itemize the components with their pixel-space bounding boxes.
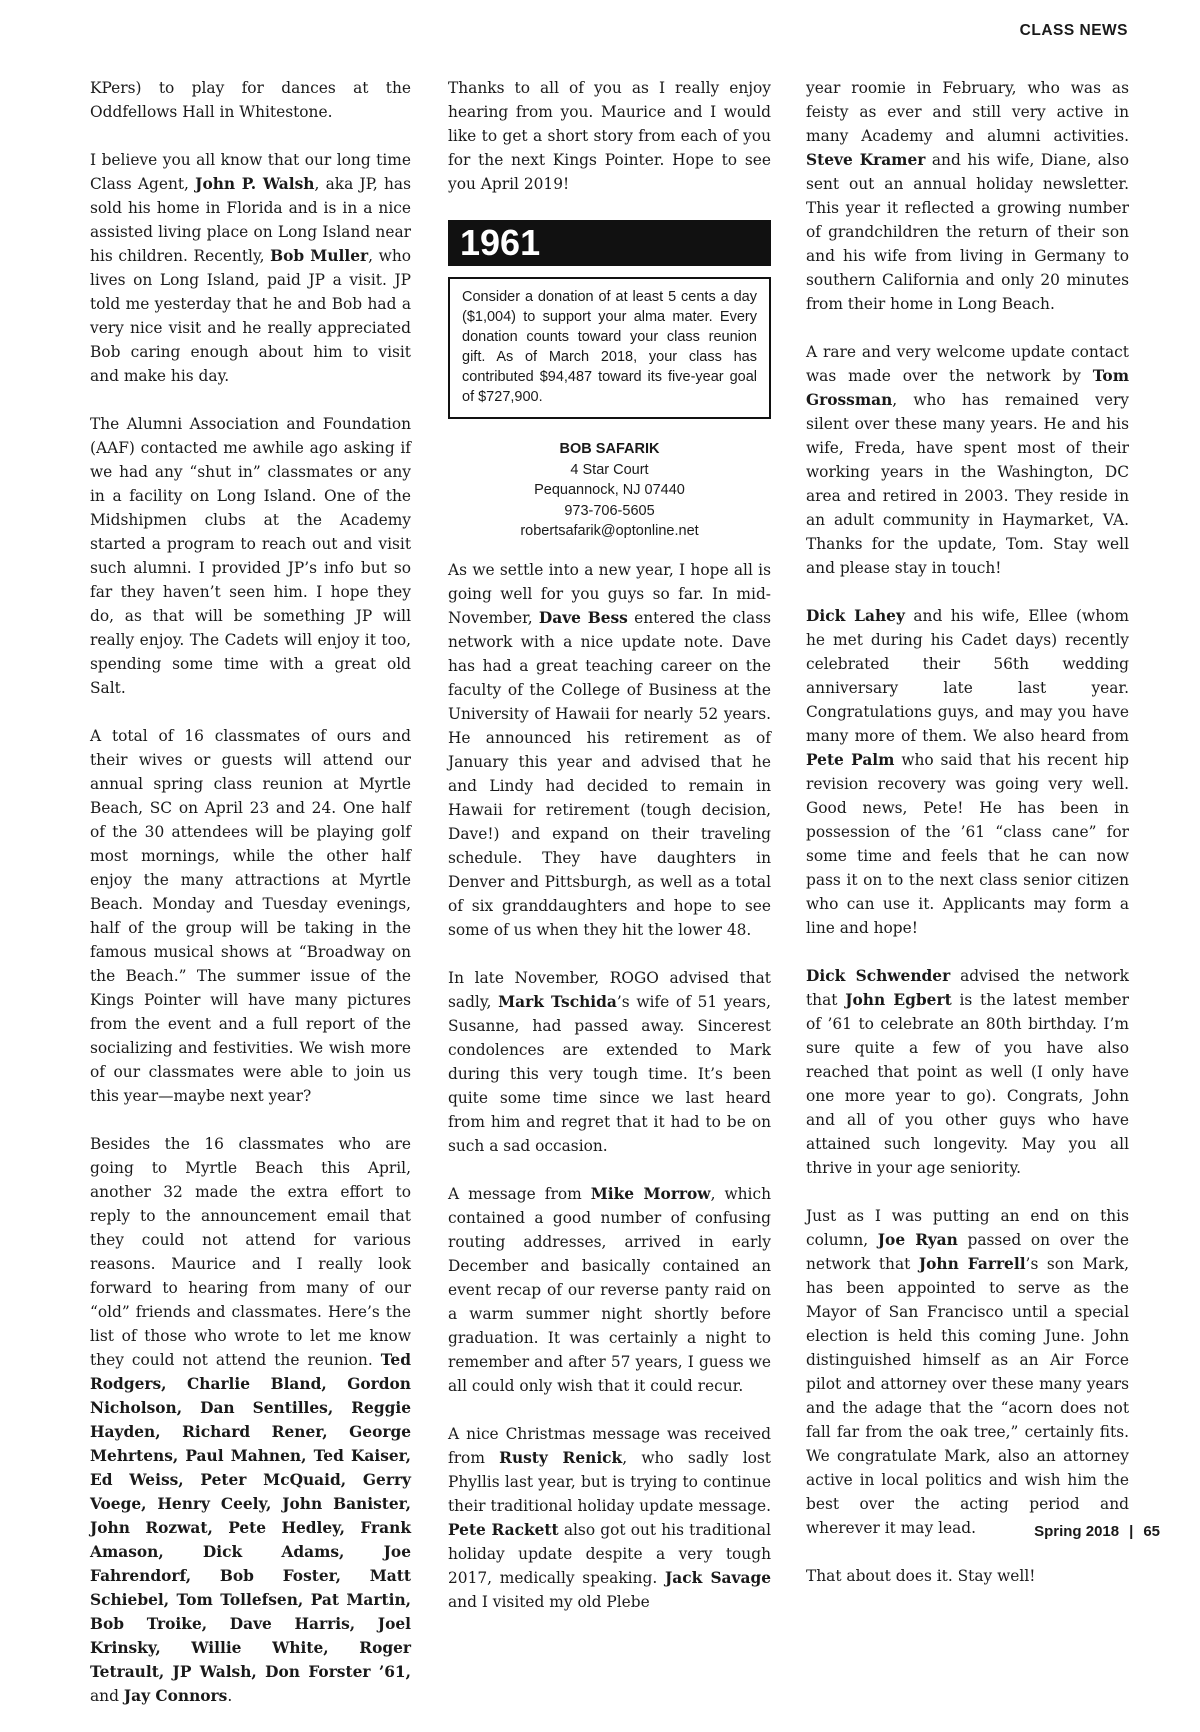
issue-label: Spring 2018 bbox=[1034, 1523, 1120, 1540]
paragraph: A rare and very welcome update contact was made over the network by Tom Grossman, who has remained very silent over these many years. He and his wife, Freda, have spent most of their working years in the Washington, DC area and retired in 2003. They reside in an adult community in Haymarket, VA. Thanks for the update, Tom. Stay well and please stay in touch! bbox=[806, 343, 1129, 577]
paragraph: A total of 16 classmates of ours and their wives or guests will attend our annual spring class reunion at Myrtle Beach, SC on April 23 and 24. One half of the 30 attendees will be playing golf most mornings, while the other half enjoy the many attractions at Myrtle Beach. Monday and Tuesday evenings, half of the group will be taking in the famous musical shows at “Broadway on the Beach.” The summer issue of the Kings Pointer will have many pictures from the event and a full report of the socializing and festivities. We wish more of our classmates were able to join us this year—maybe next year? bbox=[90, 727, 411, 1105]
paragraph: Dick Lahey and his wife, Ellee (whom he met during his Cadet days) recently celebrated their 56th wedding anniversary late last year. Congratulations guys, and may you have many more of them. We also heard from Pete Palm who said that his recent hip revision recovery was going very well. Good news, Pete! He has been in possession of the ’61 “class cane” for some time and feels that he can now pass it on to the next class senior citizen who can use it. Applicants may form a line and hope! bbox=[806, 607, 1129, 937]
page-number: 65 bbox=[1143, 1523, 1160, 1540]
classmate-name: Pete Rackett bbox=[448, 1520, 559, 1539]
paragraph: As we settle into a new year, I hope all is going well for you guys so far. In mid-November, Dave Bess entered the class network with a nice update note. Dave has had a great teaching career on the faculty of the College of Business at the University of Hawaii for nearly 52 years. He announced his retirement as of January this year and advised that he and Lindy had decided to remain in Hawaii for retirement (tough decision, Dave!) and expand on their traveling schedule. They have daughters in Denver and Pittsburgh, as well as a total of six granddaughters and hope to see some of us when they hit the lower 48. bbox=[448, 560, 771, 939]
classmate-name: John Egbert bbox=[845, 991, 952, 1009]
column-2 bbox=[448, 76, 771, 1638]
classmate-name: Dave Bess bbox=[538, 608, 628, 627]
classmate-name: Mike Morrow bbox=[590, 1184, 711, 1203]
paragraph: That about does it. Stay well! bbox=[806, 1567, 1036, 1585]
column-3 bbox=[806, 76, 1129, 1612]
column-1 bbox=[90, 76, 411, 1732]
footer-separator: | bbox=[1129, 1523, 1134, 1540]
paragraph: Besides the 16 classmates who are going to Myrtle Beach this April, another 32 made the extra effort to reply to the announcement email that they could not attend for various reasons. Maurice and I really look forward to hearing from many of our “old” friends and classmates. Here’s the list of those who wrote to let me know they could not attend the reunion. Ted Rodgers, Charlie Bland, Gordon Nicholson, Dan Sentilles, Reggie Hayden, Richard Rener, George Mehrtens, Paul Mahnen, Ted Kaiser, Ed Weiss, Peter McQuaid, Gerry Voege, Henry Ceely, John Banister, John Rozwat, Pete Hedley, Frank Amason, Dick Adams, Joe Fahrendorf, Bob Foster, Matt Schiebel, Tom Tollefsen, Pat Martin, Bob Troike, Dave Harris, Joel Krinsky, Willie White, Roger Tetrault, JP Walsh, Don Forster ’61, and Jay Connors. bbox=[90, 1135, 411, 1705]
paragraph: The Alumni Association and Foundation (AAF) contacted me awhile ago asking if we had any “shut in” classmates or any in a facility on Long Island. One of the Midshipmen clubs at the Academy started a program to reach out and visit such alumni. I provided JP’s info but so far they haven’t seen him. I hope they do, as that will be something JP will really enjoy. The Cadets will enjoy it too, spending some time with a great old Salt. bbox=[90, 415, 411, 697]
paragraph: KPers) to play for dances at the Oddfellows Hall in Whitestone. bbox=[90, 79, 411, 121]
classmate-name: Pete Palm bbox=[806, 751, 895, 769]
contact-email: robertsafarik@optonline.net bbox=[520, 523, 699, 539]
classmate-name: Jay Connors bbox=[123, 1687, 228, 1705]
class-year-heading: 1961 bbox=[448, 220, 771, 266]
paragraph: In late November, ROGO advised that sadly, Mark Tschida’s wife of 51 years, Susanne, had passed away. Sincerest condolences are extended to Mark during this very tough time. It’s been quite some time since we last heard from him and regret that it had to be on such a sad occasion. bbox=[448, 968, 771, 1155]
contact-phone: 973-706-5605 bbox=[564, 502, 655, 519]
contact-street: 4 Star Court bbox=[570, 461, 649, 478]
paragraph: Thanks to all of you as I really enjoy hearing from you. Maurice and I would like to get a short story from each of you for the next Kings Pointer. Hope to see you April 2019! bbox=[448, 79, 771, 193]
section-label: CLASS NEWS bbox=[1019, 22, 1128, 39]
paragraph: Dick Schwender advised the network that John Egbert is the latest member of ’61 to celebrate an 80th birthday. I’m sure quite a few of you have also reached that point as well (I only have one more year to go). Congrats, John and all of you other guys who have attained such longevity. May you all thrive in your age seniority. bbox=[806, 967, 1129, 1177]
classmate-name: Bob Muller bbox=[270, 247, 369, 265]
classmate-names-list: Ted Rodgers, Charlie Bland, Gordon Nicholson, Dan Sentilles, Reggie Hayden, Richard Rener, George Mehrtens, Paul Mahnen, Ted Kaiser, Ed Weiss, Peter McQuaid, Gerry Voege, Henry Ceely, John Banister, John Rozwat, Pete Hedley, Frank Amason, Dick Adams, Joe Fahrendorf, Bob Foster, Matt Schiebel, Tom Tollefsen, Pat Martin, Bob Troike, Dave Harris, Joel Krinsky, Willie White, Roger Tetrault, JP Walsh, Don Forster ’61, bbox=[90, 1351, 411, 1681]
classmate-name: John P. Walsh bbox=[195, 175, 315, 193]
paragraph: year roomie in February, who was as feisty as ever and still very active in many Academy and alumni activities. Steve Kramer and his wife, Diane, also sent out an annual holiday newsletter. This year it reflected a growing number of grandchildren the return of their son and his wife from living in Germany to southern California and only 20 minutes from their home in Long Beach. bbox=[806, 79, 1129, 313]
classmate-name: Rusty Renick bbox=[499, 1448, 623, 1467]
contact-name: BOB SAFARIK bbox=[559, 441, 660, 457]
paragraph: A message from Mike Morrow, which contained a good number of confusing routing addresses, arrived in early December and basically contained an event recap of our reverse panty raid on a warm summer night shortly before graduation. It was certainly a night to remember and after 57 years, I guess we all could only wish that it could recur. bbox=[448, 1184, 772, 1395]
classmate-name: Tom Grossman bbox=[806, 367, 1129, 409]
paragraph: A nice Christmas message was received from Rusty Renick, who sadly lost Phyllis last year, but is trying to continue their traditional holiday update message. Pete Rackett also got out his traditional holiday update despite a very tough 2017, medically speaking. Jack Savage and I visited my old Plebe bbox=[448, 1424, 772, 1611]
classmate-name: John Farrell bbox=[918, 1255, 1026, 1273]
classmate-name: Jack Savage bbox=[664, 1568, 771, 1587]
class-agent-contact bbox=[448, 439, 771, 542]
page-footer bbox=[1034, 1523, 1160, 1540]
contact-city: Pequannock, NJ 07440 bbox=[534, 482, 685, 498]
classmate-name: Mark Tschida bbox=[498, 992, 617, 1011]
classmate-name: Joe Ryan bbox=[877, 1231, 958, 1249]
classmate-name: Dick Schwender bbox=[806, 967, 951, 985]
classmate-name: Steve Kramer bbox=[806, 151, 926, 169]
paragraph: Just as I was putting an end on this column, Joe Ryan passed on over the network that John Farrell’s son Mark, has been appointed to serve as the Mayor of San Francisco until a special election is held this coming June. John distinguished himself as an Air Force pilot and attorney over these many years and the adage that the “acorn does not fall far from the oak tree,” certainly fits. We congratulate Mark, also an attorney active in local politics and wish him the best over the acting period and wherever it may lead. bbox=[806, 1207, 1129, 1537]
classmate-name: Dick Lahey bbox=[806, 607, 905, 625]
paragraph: I believe you all know that our long time Class Agent, John P. Walsh, aka JP, has sold his home in Florida and is in a nice assisted living place on Long Island near his children. Recently, Bob Muller, who lives on Long Island, paid JP a visit. JP told me yesterday that he and Bob had a very nice visit and he really appreciated Bob caring enough about him to visit and make his day. bbox=[90, 151, 411, 385]
donation-box: Consider a donation of at least 5 cents a day ($1,004) to support your alma mater. Every donation counts toward your class reunion gift. As of March 2018, your class has contributed $94,487 toward its five-year goal of $727,900. bbox=[448, 277, 771, 419]
